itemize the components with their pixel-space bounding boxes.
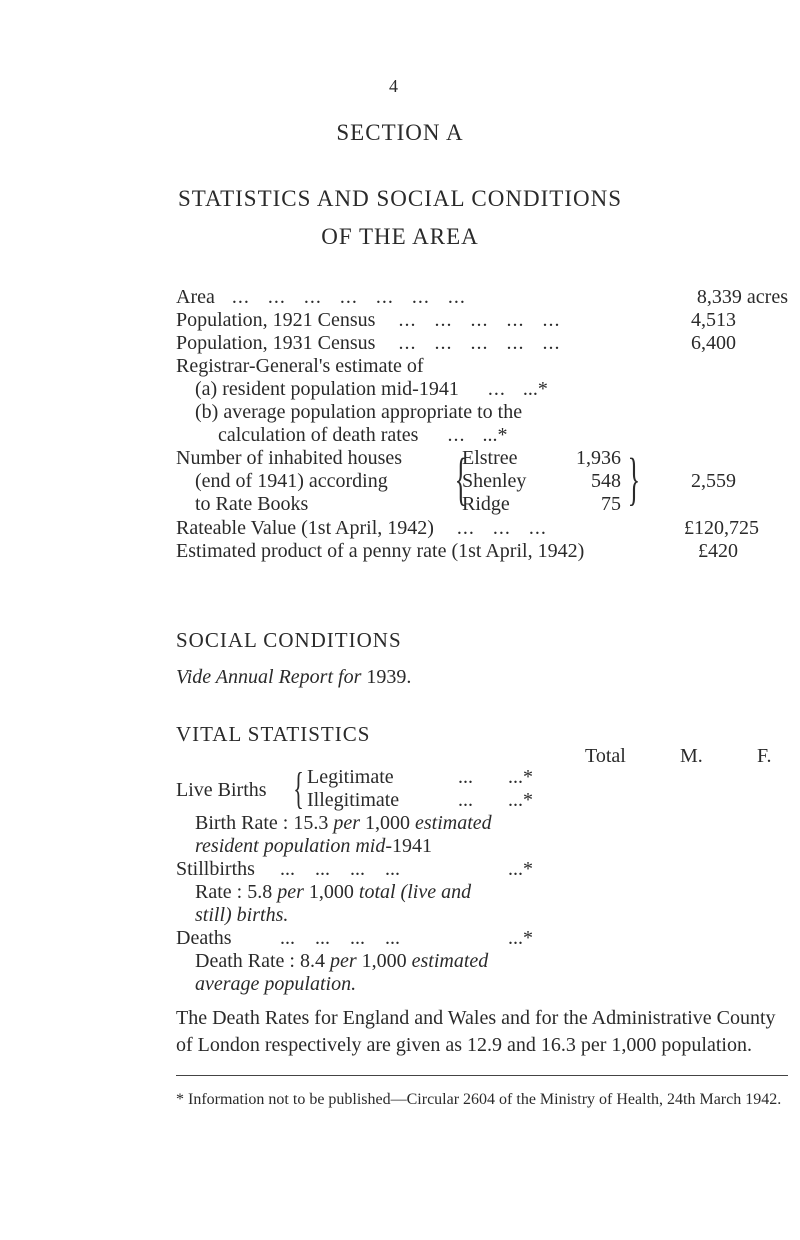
stillbirth-rate-text: Rate : 5.8 <box>195 881 273 903</box>
birth-rate-line <box>195 812 492 835</box>
area-label: Area <box>176 286 215 308</box>
registrar-a-text: resident population mid-1941 <box>222 378 459 400</box>
social-conditions-year: 1939. <box>366 666 412 688</box>
houses-item-name: Ridge <box>462 493 510 515</box>
left-brace-icon: { <box>454 446 468 511</box>
stillbirth-rate-line-2: still) births. <box>195 904 289 926</box>
stillbirths-value: ...* <box>508 858 533 880</box>
death-rate-text: Death Rate : 8.4 <box>195 950 325 972</box>
footnote: * Information not to be published—Circular 2604 of the Ministry of Health, 24th March 1942. <box>176 1091 782 1108</box>
death-rate-number: 1,000 <box>361 950 407 972</box>
population-1931-label: Population, 1931 Census <box>176 332 376 354</box>
leader-dots: ... ... ... <box>438 517 547 539</box>
houses-item-count: 75 <box>601 493 621 515</box>
left-brace-icon: { <box>293 764 304 813</box>
houses-item-name: Elstree <box>462 447 518 469</box>
social-conditions-heading: SOCIAL CONDITIONS <box>176 628 402 652</box>
houses-label <box>176 447 402 516</box>
registrar-b-text2: calculation of death rates <box>218 424 419 446</box>
sub-title: OF THE AREA <box>321 224 479 249</box>
stillbirth-rate-total: total (live and <box>358 881 472 903</box>
penny-rate-value: £420 <box>698 540 738 562</box>
stillbirth-rate-per: per <box>277 881 304 903</box>
registrar-item-b <box>195 401 675 424</box>
deaths-value: ...* <box>508 927 533 949</box>
leader-dots: ... ... ... ... ... ... ... <box>219 286 466 308</box>
death-rate-per: per <box>329 950 357 972</box>
stillbirth-rate-number: 1,000 <box>308 881 354 903</box>
stillbirths-label: Stillbirths <box>176 858 255 880</box>
houses-item-count: 548 <box>591 470 621 492</box>
population-1921-label: Population, 1921 Census <box>176 309 376 331</box>
live-births-label: Live Births <box>176 779 267 801</box>
area-row <box>176 286 466 309</box>
birth-rate-year: 1941 <box>392 835 433 857</box>
population-1921-value: 4,513 <box>691 309 736 331</box>
leader-dots: ... ... ... ... ... <box>380 332 561 354</box>
vital-statistics-heading: VITAL STATISTICS <box>176 722 371 746</box>
col-total: Total <box>585 745 626 767</box>
social-conditions-text <box>176 666 411 689</box>
population-1931-value: 6,400 <box>691 332 736 354</box>
leader-dots: ... ... ... ... ... <box>380 309 561 331</box>
footnote-divider <box>176 1075 788 1076</box>
rateable-value-row <box>176 517 547 540</box>
main-title: STATISTICS AND SOCIAL CONDITIONS <box>178 186 622 211</box>
birth-rate-population: resident population mid- <box>195 835 393 857</box>
rateable-value-label: Rateable Value (1st April, 1942) <box>176 517 434 539</box>
death-rate-line-2: average population. <box>195 973 357 995</box>
birth-rate-text: Birth Rate : 15.3 <box>195 812 329 834</box>
birth-rate-per: per <box>333 812 360 834</box>
houses-line2: (end of 1941) according <box>195 470 388 492</box>
leader-dots: ... ... ... ... <box>280 858 400 880</box>
death-rate-line <box>195 950 488 973</box>
birth-rate-number: 1,000 <box>365 812 410 834</box>
birth-rate-estimated: estimated <box>415 812 492 834</box>
illegitimate-label: Illegitimate <box>307 789 400 811</box>
leader-dots: ... ... ... ... <box>280 927 400 949</box>
registrar-b-value: ...* <box>482 424 508 446</box>
houses-total: 2,559 <box>691 470 736 492</box>
registrar-item-a <box>195 378 548 401</box>
page-number: 4 <box>389 76 398 96</box>
penny-rate-row <box>176 540 584 563</box>
registrar-a-prefix: (a) <box>195 378 218 400</box>
illegitimate-value: ...* <box>508 789 533 811</box>
houses-item-name: Shenley <box>462 470 527 492</box>
leader-dots: ... <box>423 424 478 446</box>
rateable-value-value: £120,725 <box>684 517 759 539</box>
death-rate-estimated: estimated <box>411 950 489 972</box>
houses-item-count: 1,936 <box>576 447 621 469</box>
registrar-a-value: ...* <box>522 378 548 400</box>
houses-counts <box>500 447 621 516</box>
leader-dots: ... <box>463 378 518 400</box>
registrar-b-text: average population appropriate to the <box>223 401 523 423</box>
houses-line1: Number of inhabited houses <box>176 447 403 469</box>
deaths-label: Deaths <box>176 927 232 949</box>
houses-line3: to Rate Books <box>195 493 309 515</box>
col-f: F. <box>757 745 772 767</box>
registrar-heading: Registrar-General's estimate of <box>176 355 424 377</box>
col-m: M. <box>680 745 703 767</box>
birth-rate-line-2 <box>195 835 432 858</box>
right-brace-icon: } <box>627 446 641 511</box>
death-rates-paragraph: The Death Rates for England and Wales and for the Administrative County of London respectively are given as 12.9 and 16.3 per 1,000 population. <box>176 1007 776 1056</box>
stillbirth-rate-line <box>195 881 471 904</box>
leader-dots: ... <box>458 789 488 811</box>
legitimate-label: Legitimate <box>307 766 394 788</box>
registrar-b-prefix: (b) <box>195 401 219 423</box>
legitimate-value: ...* <box>508 766 533 788</box>
section-title: SECTION A <box>336 120 464 145</box>
leader-dots: ... <box>458 766 488 788</box>
population-1921-row <box>176 309 560 332</box>
penny-rate-label: Estimated product of a penny rate (1st April, 1942) <box>176 540 585 562</box>
population-1931-row <box>176 332 560 355</box>
social-conditions-italic: Vide Annual Report for <box>176 666 362 688</box>
area-value: 8,339 acres <box>696 286 788 308</box>
